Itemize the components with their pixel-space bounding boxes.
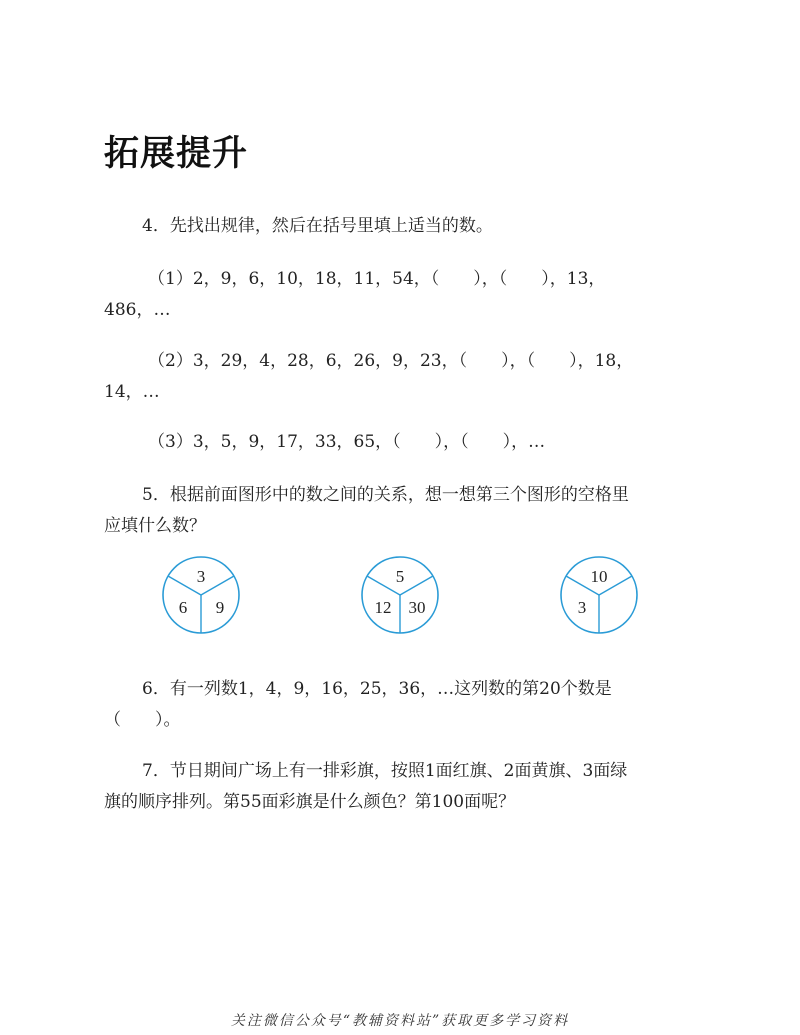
footer-note: 关注微信公众号“教辅资料站”获取更多学习资料 — [230, 1013, 570, 1029]
q4-part1-line1: （1）2，9，6，10，18，11，54，（ ），（ ），13， — [148, 269, 606, 289]
circle-2-right-number: 30 — [408, 598, 426, 617]
circle-1-right-number: 9 — [215, 598, 225, 617]
q7-line2: 旗的顺序排列。第55面彩旗是什么颜色？第100面呢？ — [104, 792, 516, 812]
circle-3-top-number: 10 — [590, 567, 608, 586]
circle-figure-2 — [360, 555, 440, 635]
q5-line2: 应填什么数？ — [104, 516, 206, 536]
q6-line1: 6．有一列数1，4，9，16，25，36，…这列数的第20个数是 — [142, 679, 612, 699]
section-title: 拓展提升 — [104, 134, 249, 174]
q4-part2-line2: 14，… — [104, 382, 160, 402]
circle-2-top-number: 5 — [395, 567, 405, 586]
q4-part1-line2: 486，… — [104, 300, 171, 320]
circle-figure-3 — [559, 555, 639, 635]
circle-1-top-number: 3 — [196, 567, 206, 586]
circle-2-left-number: 12 — [374, 598, 392, 617]
circle-1-left-number: 6 — [178, 598, 188, 617]
q5-line1: 5．根据前面图形中的数之间的关系，想一想第三个图形的空格里 — [142, 485, 629, 505]
circle-3-left-number: 3 — [577, 598, 587, 617]
q7-line1: 7．节日期间广场上有一排彩旗，按照1面红旗、2面黄旗、3面绿 — [142, 761, 628, 781]
q6-line2: （ ）。 — [104, 710, 181, 730]
q4-part2-line1: （2）3，29，4，28，6，26，9，23，（ ），（ ），18， — [148, 351, 634, 371]
q4-part3-line1: （3）3，5，9，17，33，65，（ ），（ ），… — [148, 432, 546, 452]
q4-intro: 4．先找出规律，然后在括号里填上适当的数。 — [142, 216, 493, 236]
circle-figure-1 — [161, 555, 241, 635]
